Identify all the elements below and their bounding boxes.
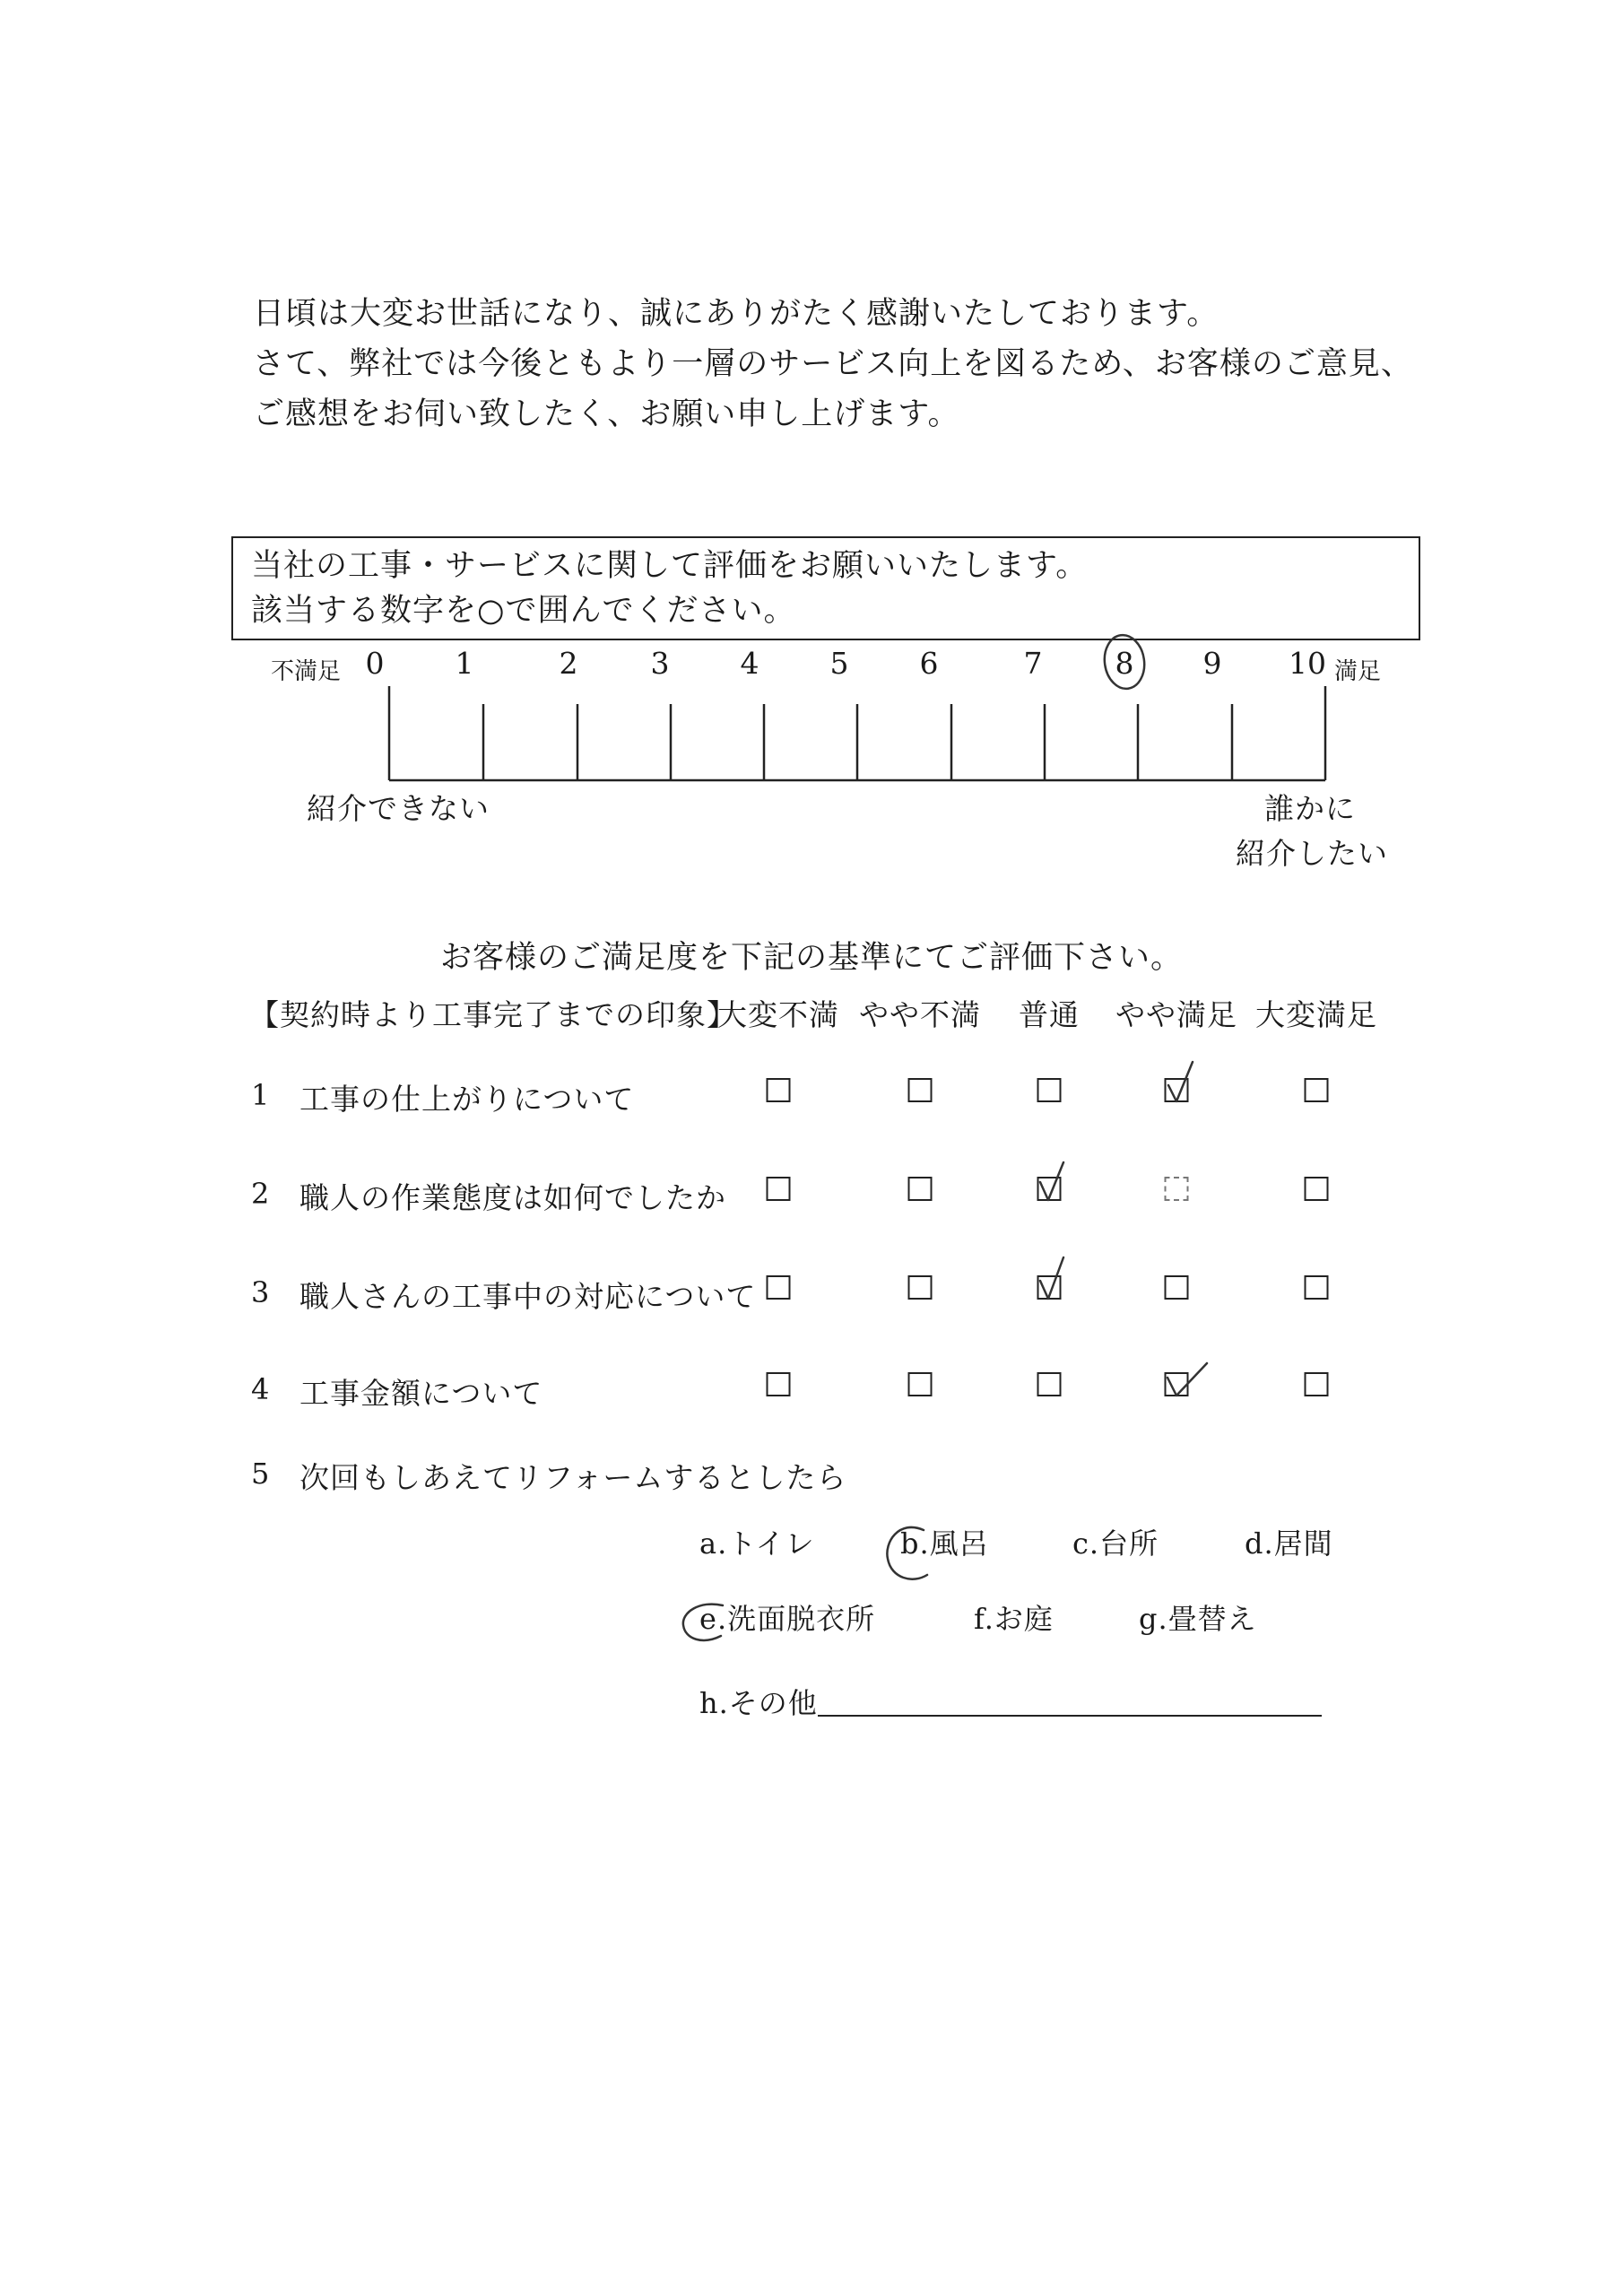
reform-option-other[interactable]: h.その他 bbox=[699, 1686, 818, 1720]
q2-checkbox-somewhat-dissatisfied[interactable] bbox=[908, 1177, 933, 1201]
q1-checkbox-neutral[interactable] bbox=[1037, 1078, 1062, 1102]
question-2-number: 2 bbox=[251, 1177, 270, 1211]
q3-checkbox-somewhat-dissatisfied[interactable] bbox=[908, 1275, 933, 1300]
nps-instruction-line-2: 該当する数字を○で囲んでください。 bbox=[251, 593, 796, 629]
q4-checkbox-very-satisfied[interactable] bbox=[1305, 1372, 1329, 1396]
scale-number-6[interactable]: 6 bbox=[919, 646, 939, 681]
reform-other-input-line[interactable] bbox=[818, 1715, 1322, 1717]
satisfaction-title: お客様のご満足度を下記の基準にてご評価下さい。 bbox=[439, 940, 1183, 976]
q4-checkbox-somewhat-satisfied[interactable] bbox=[1165, 1372, 1189, 1396]
scale-number-0[interactable]: 0 bbox=[365, 646, 385, 681]
question-3-number: 3 bbox=[251, 1275, 270, 1309]
column-header-very-dissatisfied: 大変不満 bbox=[717, 997, 839, 1032]
scale-number-1[interactable]: 1 bbox=[455, 646, 474, 681]
reform-option-tatami[interactable]: g.畳替え bbox=[1139, 1602, 1257, 1636]
q3-checkbox-neutral[interactable] bbox=[1037, 1275, 1062, 1300]
intro-line-1: 日頃は大変お世話になり、誠にありがたく感謝いたしております。 bbox=[253, 296, 1219, 332]
intro-line-3: ご感想をお伺い致したく、お願い申し上げます。 bbox=[253, 396, 960, 432]
q1-checkbox-somewhat-dissatisfied[interactable] bbox=[908, 1078, 933, 1102]
question-4-number: 4 bbox=[251, 1372, 270, 1406]
reform-option-bath[interactable]: b.風呂 bbox=[900, 1526, 989, 1561]
question-4-text: 工事金額について bbox=[299, 1376, 543, 1411]
scale-number-10[interactable]: 10 bbox=[1289, 646, 1326, 681]
scale-right-end-label: 満足 bbox=[1334, 658, 1382, 685]
column-header-somewhat-satisfied: やや満足 bbox=[1115, 997, 1237, 1032]
q1-checkbox-very-dissatisfied[interactable] bbox=[767, 1078, 791, 1102]
question-1-text: 工事の仕上がりについて bbox=[299, 1082, 635, 1117]
intro-line-2: さて、弊社では今後ともより一層のサービス向上を図るため、お客様のご意見、 bbox=[253, 346, 1413, 382]
q3-checkbox-somewhat-satisfied[interactable] bbox=[1165, 1275, 1189, 1300]
scale-left-label: 紹介できない bbox=[307, 791, 490, 826]
q1-checkbox-somewhat-satisfied[interactable] bbox=[1165, 1078, 1189, 1102]
question-3-text: 職人さんの工事中の対応について bbox=[299, 1279, 757, 1314]
scale-number-5[interactable]: 5 bbox=[829, 646, 849, 681]
q4-checkbox-somewhat-dissatisfied[interactable] bbox=[908, 1372, 933, 1396]
scale-number-8[interactable]: 8 bbox=[1115, 646, 1134, 681]
intro-text bbox=[253, 289, 1413, 439]
reform-option-garden[interactable]: f.お庭 bbox=[974, 1602, 1054, 1636]
scale-number-4[interactable]: 4 bbox=[740, 646, 759, 681]
q1-checkbox-very-satisfied[interactable] bbox=[1305, 1078, 1329, 1102]
scale-right-label-line-1: 誰かに bbox=[1264, 791, 1356, 826]
question-1-number: 1 bbox=[251, 1078, 270, 1112]
q2-checkbox-very-dissatisfied[interactable] bbox=[767, 1177, 791, 1201]
q3-checkbox-very-dissatisfied[interactable] bbox=[767, 1275, 791, 1300]
reform-option-kitchen[interactable]: c.台所 bbox=[1072, 1526, 1159, 1561]
scale-number-2[interactable]: 2 bbox=[559, 646, 578, 681]
column-header-very-satisfied: 大変満足 bbox=[1255, 997, 1377, 1032]
question-5-text: 次回もしあえてリフォームするとしたら bbox=[299, 1460, 847, 1495]
scale-left-end-label: 不満足 bbox=[271, 658, 342, 685]
nps-instruction-line-1: 当社の工事・サービスに関して評価をお願いいたします。 bbox=[251, 548, 1089, 584]
scale-right-label-line-2: 紹介したい bbox=[1236, 836, 1388, 871]
satisfaction-section-header: 【契約時より工事完了までの印象】 bbox=[249, 997, 737, 1032]
reform-option-washroom[interactable]: e.洗面脱衣所 bbox=[699, 1602, 876, 1636]
q3-checkbox-very-satisfied[interactable] bbox=[1305, 1275, 1329, 1300]
scale-number-3[interactable]: 3 bbox=[650, 646, 670, 681]
column-header-somewhat-dissatisfied: やや不満 bbox=[859, 997, 981, 1032]
reform-option-living-room[interactable]: d.居間 bbox=[1245, 1526, 1333, 1561]
question-5-number: 5 bbox=[251, 1457, 270, 1491]
column-header-neutral: 普通 bbox=[1019, 997, 1080, 1032]
nps-instruction-box bbox=[231, 536, 1420, 640]
question-2-text: 職人の作業態度は如何でしたか bbox=[299, 1180, 726, 1215]
q2-checkbox-neutral[interactable] bbox=[1037, 1177, 1062, 1201]
q2-checkbox-very-satisfied[interactable] bbox=[1305, 1177, 1329, 1201]
scale-number-7[interactable]: 7 bbox=[1023, 646, 1043, 681]
scale-number-9[interactable]: 9 bbox=[1202, 646, 1222, 681]
reform-option-toilet[interactable]: a.トイレ bbox=[699, 1526, 815, 1561]
q2-checkbox-somewhat-satisfied[interactable] bbox=[1165, 1177, 1189, 1201]
q4-checkbox-neutral[interactable] bbox=[1037, 1372, 1062, 1396]
q4-checkbox-very-dissatisfied[interactable] bbox=[767, 1372, 791, 1396]
